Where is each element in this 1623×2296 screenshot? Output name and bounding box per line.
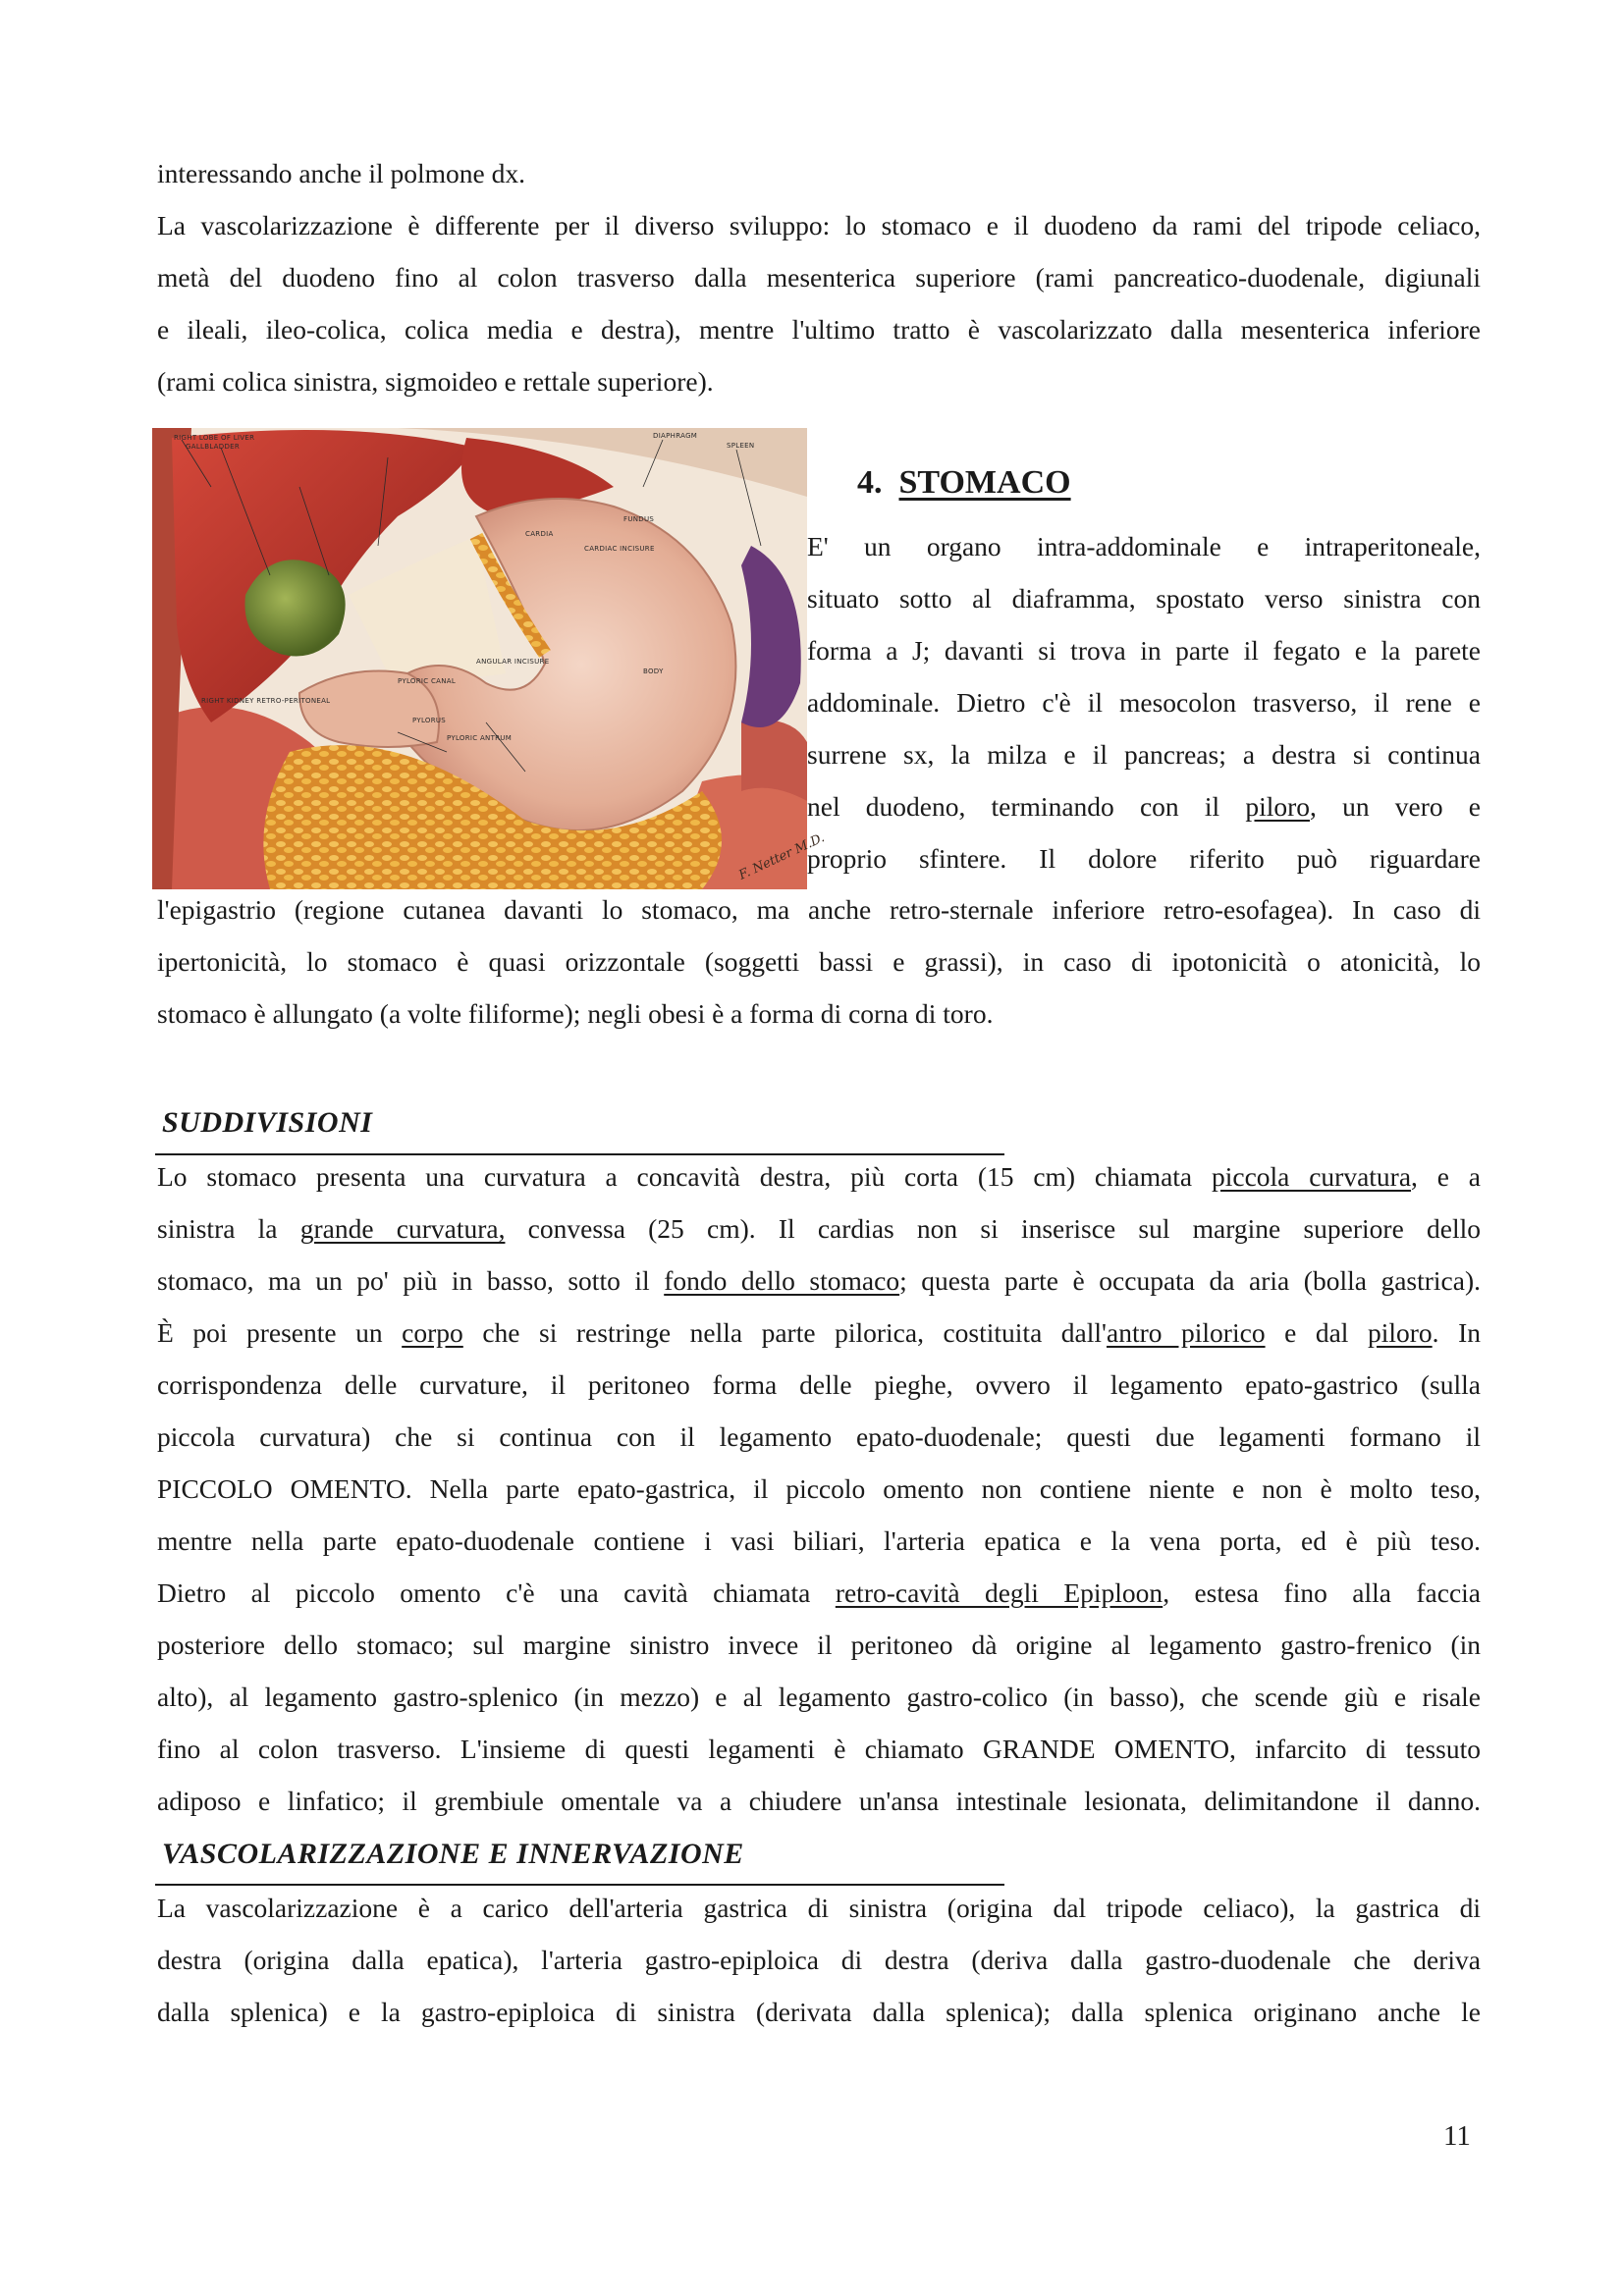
text-line: nel duodeno, terminando con il piloro, un vero e bbox=[807, 791, 1481, 822]
suddivisioni-paragraph bbox=[157, 1150, 1481, 1827]
label-pyloric-antrum: PYLORIC ANTRUM bbox=[447, 734, 513, 742]
text-line: alto), al legamento gastro-splenico (in mezzo) e al legamento gastro-colico (in basso), che scende giù e risale bbox=[157, 1682, 1481, 1712]
text-line: surrene sx, la milza e il pancreas; a destra si continua bbox=[807, 739, 1481, 770]
text-line: proprio sfintere. Il dolore riferito può riguardare bbox=[807, 843, 1481, 874]
text-line: dalla splenica) e la gastro-epiploica di sinistra (derivata dalla splenica); dalla splenica originano anche le bbox=[157, 1997, 1481, 2027]
label-cardiac-incisure: CARDIAC INCISURE bbox=[584, 545, 655, 553]
text-line: È poi presente un corpo che si restringe nella parte pilorica, costituita dall'antro pilorico e dal piloro. In bbox=[157, 1317, 1481, 1348]
label-spleen: SPLEEN bbox=[727, 442, 755, 450]
text-line: piccola curvatura) che si continua con il legamento epato-duodenale; questi due legamenti formano il bbox=[157, 1421, 1481, 1452]
label-pyloric-canal: PYLORIC CANAL bbox=[398, 677, 457, 685]
text-line: destra (origina dalla epatica), l'arteria gastro-epiploica di destra (deriva dalla gastro-duodenale che deriva bbox=[157, 1945, 1481, 1975]
text-line: stomaco, ma un po' più in basso, sotto il fondo dello stomaco; questa parte è occupata da aria (bolla gastrica). bbox=[157, 1265, 1482, 1296]
term-fondo-stomaco: fondo dello stomaco bbox=[664, 1265, 900, 1296]
text-line: e ileali, ileo-colica, colica media e destra), mentre l'ultimo tratto è vascolarizzato dalla mesenterica inferiore bbox=[157, 314, 1481, 345]
section-number: 4. bbox=[857, 464, 883, 501]
term-antro-pilorico: antro pilorico bbox=[1107, 1317, 1266, 1348]
label-right-kidney: RIGHT KIDNEY RETRO-PERITONEAL bbox=[201, 697, 331, 705]
label-diaphragm: DIAPHRAGM bbox=[653, 432, 698, 440]
label-fundus: FUNDUS bbox=[623, 515, 655, 523]
text-line: l'epigastrio (regione cutanea davanti lo stomaco, ma anche retro-sternale inferiore retro-esofagea). In caso di bbox=[157, 894, 1481, 925]
stomach-anatomy-illustration bbox=[152, 428, 828, 889]
text-line: stomaco è allungato (a volte filiforme); negli obesi è a forma di corna di toro. bbox=[157, 998, 994, 1029]
term-piccola-curvatura: piccola curvatura bbox=[1211, 1161, 1412, 1192]
text-line: La vascolarizzazione è a carico dell'arteria gastrica di sinistra (origina dal tripode celiaco), la gastrica di bbox=[157, 1893, 1481, 1923]
artist-signature: F. Netter M.D. bbox=[736, 830, 828, 883]
term-retro-cavita: retro-cavità degli Epiploon bbox=[835, 1577, 1163, 1608]
text-line: posteriore dello stomaco; sul margine sinistro invece il peritoneo dà origine al legamento gastro-frenico (in bbox=[157, 1629, 1481, 1660]
section-title: STOMACO bbox=[898, 464, 1071, 501]
label-angular-incisure: ANGULAR INCISURE bbox=[476, 658, 550, 666]
text-line: adiposo e linfatico; il grembiule omentale va a chiudere un'ansa intestinale lesionata, delimitandone il danno. bbox=[157, 1786, 1481, 1816]
text-line: La vascolarizzazione è differente per il diverso sviluppo: lo stomaco e il duodeno da rami del tripode celiaco, bbox=[157, 210, 1481, 240]
label-liver: RIGHT LOBE OF LIVER bbox=[174, 434, 255, 442]
text-line: Dietro al piccolo omento c'è una cavità chiamata retro-cavità degli Epiploon, estesa fino alla faccia bbox=[157, 1577, 1481, 1608]
label-gallbladder: GALLBLADDER bbox=[186, 443, 241, 451]
intro-paragraph bbox=[157, 147, 1481, 407]
text-line: addominale. Dietro c'è il mesocolon trasverso, il rene e bbox=[807, 687, 1481, 718]
vascolarizzazione-paragraph bbox=[157, 1882, 1481, 2038]
stomaco-full-paragraph bbox=[157, 883, 1481, 1040]
subheading-vascolarizzazione: VASCOLARIZZAZIONE E INNERVAZIONE bbox=[162, 1838, 744, 1870]
text-line: PICCOLO OMENTO. Nella parte epato-gastrica, il piccolo omento non contiene niente e non è molto teso, bbox=[157, 1473, 1481, 1504]
stomaco-side-paragraph bbox=[807, 520, 1481, 884]
text-line: ipertonicità, lo stomaco è quasi orizzontale (soggetti bassi e grassi), in caso di ipotonicità o atonicità, lo bbox=[157, 946, 1481, 977]
section-heading-stomaco bbox=[857, 464, 1071, 502]
term-grande-curvatura: grande curvatura, bbox=[299, 1213, 506, 1244]
label-pylorus: PYLORUS bbox=[412, 717, 447, 724]
text-line: corrispondenza delle curvature, il peritoneo forma delle pieghe, ovvero il legamento epato-gastrico (sulla bbox=[157, 1369, 1481, 1400]
term-piloro: piloro bbox=[1367, 1317, 1433, 1348]
text-line: forma a J; davanti si trova in parte il fegato e la parete bbox=[807, 635, 1481, 666]
label-body: BODY bbox=[643, 667, 664, 675]
term-piloro: piloro bbox=[1245, 791, 1311, 822]
page-number: 11 bbox=[1443, 2120, 1471, 2152]
text-line: metà del duodeno fino al colon trasverso dalla mesenterica superiore (rami pancreatico-duodenale, digiunali bbox=[157, 262, 1481, 293]
text-line: mentre nella parte epato-duodenale contiene i vasi biliari, l'arteria epatica e la vena porta, ed è più teso. bbox=[157, 1525, 1481, 1556]
text-line: E' un organo intra-addominale e intraperitoneale, bbox=[807, 531, 1481, 561]
text-line: fino al colon trasverso. L'insieme di questi legamenti è chiamato GRANDE OMENTO, infarcito di tessuto bbox=[157, 1734, 1481, 1764]
text-line: (rami colica sinistra, sigmoideo e rettale superiore). bbox=[157, 366, 714, 397]
subheading-suddivisioni: SUDDIVISIONI bbox=[162, 1106, 373, 1139]
term-corpo: corpo bbox=[402, 1317, 463, 1348]
label-cardia: CARDIA bbox=[525, 530, 554, 538]
text-line: interessando anche il polmone dx. bbox=[157, 158, 525, 188]
text-line: sinistra la grande curvatura, convessa (25 cm). Il cardias non si inserisce sul margine superiore dello bbox=[157, 1213, 1481, 1244]
text-line: situato sotto al diaframma, spostato verso sinistra con bbox=[807, 583, 1481, 614]
text-line: Lo stomaco presenta una curvatura a concavità destra, più corta (15 cm) chiamata piccola curvatura, e a bbox=[157, 1161, 1481, 1192]
